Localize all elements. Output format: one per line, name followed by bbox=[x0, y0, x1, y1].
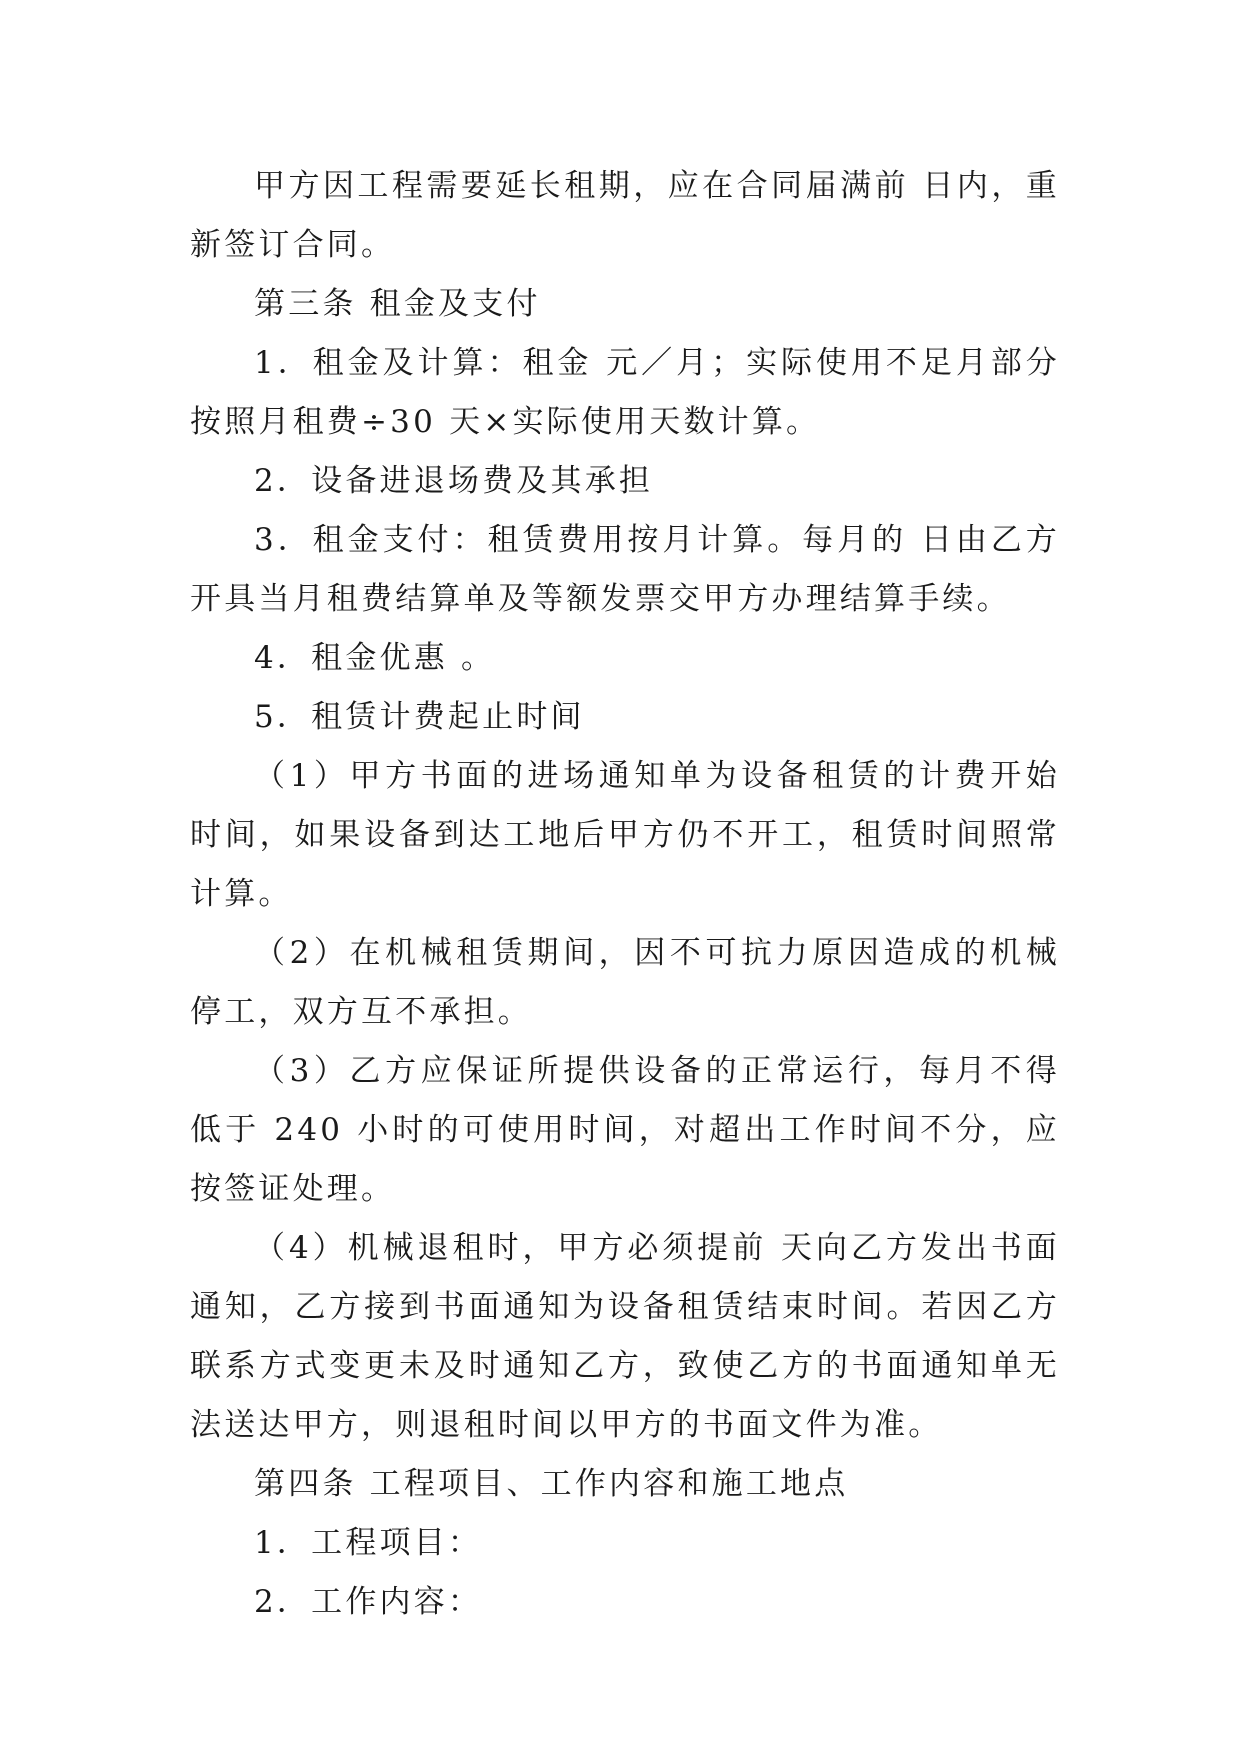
paragraph-rent-calculation: 1．租金及计算：租金 元／月；实际使用不足月部分按照月租费÷30 天×实际使用天数计算。 bbox=[190, 345, 1060, 440]
paragraph-billing-item-4: （4）机械退租时，甲方必须提前 天向乙方发出书面通知，乙方接到书面通知为设备租赁结束时间。若因乙方联系方式变更未及时通知乙方，致使乙方的书面通知单无法送达甲方，则退租时间以甲方的书面文件为准。 bbox=[190, 1230, 1060, 1443]
paragraph-billing-item-3: （3）乙方应保证所提供设备的正常运行，每月不得低于 240 小时的可使用时间，对超出工作时间不分，应按签证处理。 bbox=[190, 1053, 1060, 1207]
paragraph-rent-payment: 3．租金支付：租赁费用按月计算。每月的 日由乙方开具当月租费结算单及等额发票交甲方办理结算手续。 bbox=[190, 522, 1060, 617]
paragraph-billing-item-2: （2）在机械租赁期间，因不可抗力原因造成的机械停工，双方互不承担。 bbox=[190, 935, 1060, 1030]
article-4-heading: 第四条 工程项目、工作内容和施工地点 bbox=[254, 1466, 849, 1502]
paragraph-billing-item-1: （1）甲方书面的进场通知单为设备租赁的计费开始时间，如果设备到达工地后甲方仍不开工，租赁时间照常计算。 bbox=[190, 758, 1060, 912]
paragraph-billing-period: 5．租赁计费起止时间 bbox=[254, 699, 585, 735]
paragraph-rent-discount: 4．租金优惠 。 bbox=[254, 640, 496, 676]
paragraph-lease-extension: 甲方因工程需要延长租期，应在合同届满前 日内，重新签订合同。 bbox=[190, 168, 1060, 263]
paragraph-project-name: 1．工程项目： bbox=[254, 1525, 483, 1561]
article-3-heading: 第三条 租金及支付 bbox=[254, 286, 541, 322]
paragraph-equipment-move-fee: 2．设备进退场费及其承担 bbox=[254, 463, 654, 499]
paragraph-work-content: 2．工作内容： bbox=[254, 1584, 483, 1620]
document-body bbox=[190, 157, 1060, 1632]
